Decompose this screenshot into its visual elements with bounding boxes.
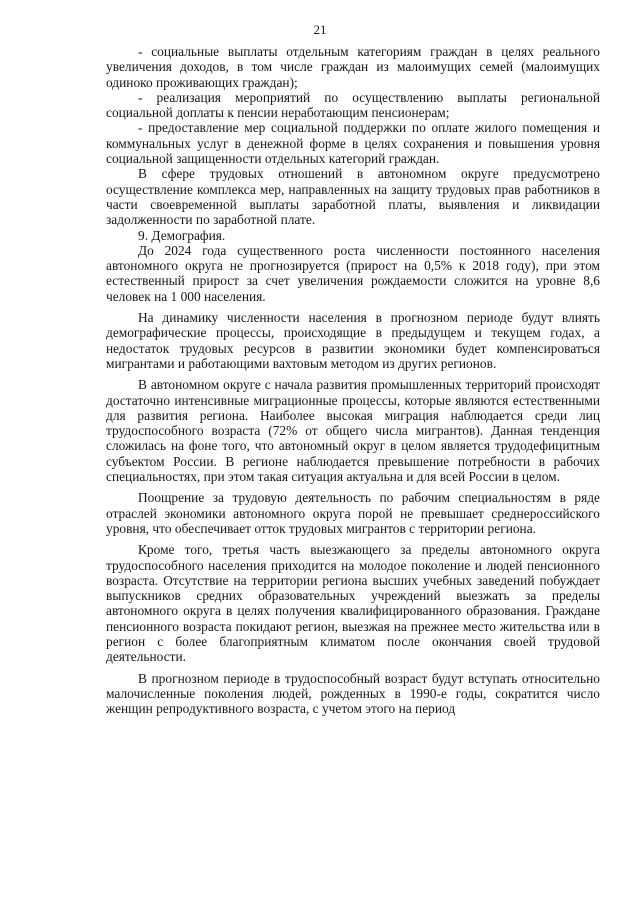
paragraph-demographic-dynamics: На динамику численности населения в прогнозном периоде будут влиять демографические процессы, происходящие в предыдущем и текущем годах, а недостаток трудовых ресурсов в развитии экономики будет компенсироваться мигрантами и работающими вахтовым методом из других регионов. <box>106 310 600 371</box>
paragraph-social-payments: - социальные выплаты отдельным категориям граждан в целях реального увеличения доходов, в том числе граждан из малоимущих семей (малоимущих одиноко проживающих граждан); <box>106 44 600 90</box>
paragraph-pension-supplement: - реализация мероприятий по осуществлению выплаты региональной социальной доплаты к пенсии неработающим пенсионерам; <box>106 89 600 121</box>
document-body <box>106 44 600 716</box>
paragraph-migration: В автономном округе с начала развития промышленных территорий происходят достаточно интенсивные миграционные процессы, которые являются естественными для развития региона. Наиболее высокая миграция наблюдается среди лиц трудоспособного возраста (72% от общего числа мигрантов). Данная тенденция сложилась на фоне того, что автономный округ в целом является трудодефицитным субъектом России. В регионе наблюдается превышение потребности в рабочих специальностях, при этом такая ситуация актуальна и для всей России в целом. <box>106 377 600 485</box>
paragraph-housing-support: - предоставление мер социальной поддержки по оплате жилого помещения и коммунальных услуг в денежной форме в целях сохранения и повышения уровня социальной защищенности отдельных категорий граждан. <box>106 120 600 167</box>
paragraph-population-forecast: До 2024 года существенного роста численности постоянного населения автономного округа не прогнозируется (прирост на 0,5% к 2018 году), при этом естественный прирост за счет увеличения рождаемости сложится на уровне 8,6 человек на 1 000 населения. <box>106 242 600 304</box>
page-number: 21 <box>313 22 327 37</box>
section-heading-demography: 9. Демография. <box>138 227 226 243</box>
paragraph-labor-relations: В сфере трудовых отношений в автономном округе предусмотрено осуществление комплекса мер, направленных на защиту трудовых прав работников в части своевременной выплаты заработной платы, выявления и ликвидации задолженности по заработной плате. <box>106 166 600 228</box>
paragraph-labor-incentives: Поощрение за трудовую деятельность по рабочим специальностям в ряде отраслей экономики автономного округа порой не превышает среднероссийского уровня, что обеспечивает отток трудовых мигрантов с территории региона. <box>106 490 600 536</box>
paragraph-outflow: Кроме того, третья часть выезжающего за пределы автономного округа трудоспособного населения приходится на молодое поколение и людей пенсионного возраста. Отсутствие на территории региона высших учебных заведений побуждает выпускников средних образовательных учреждений выезжать за пределы автономного округа в целях получения квалифицированного образования. Граждане пенсионного возраста покидают регион, выезжая на прежнее место жительства или в регион с более благоприятным климатом после окончания своей трудовой деятельности. <box>106 542 600 665</box>
paragraph-forecast-period: В прогнозном периоде в трудоспособный возраст будут вступать относительно малочисленные поколения людей, рожденных в 1990-е годы, сократится число женщин репродуктивного возраста, с учетом этого на период <box>106 670 600 717</box>
